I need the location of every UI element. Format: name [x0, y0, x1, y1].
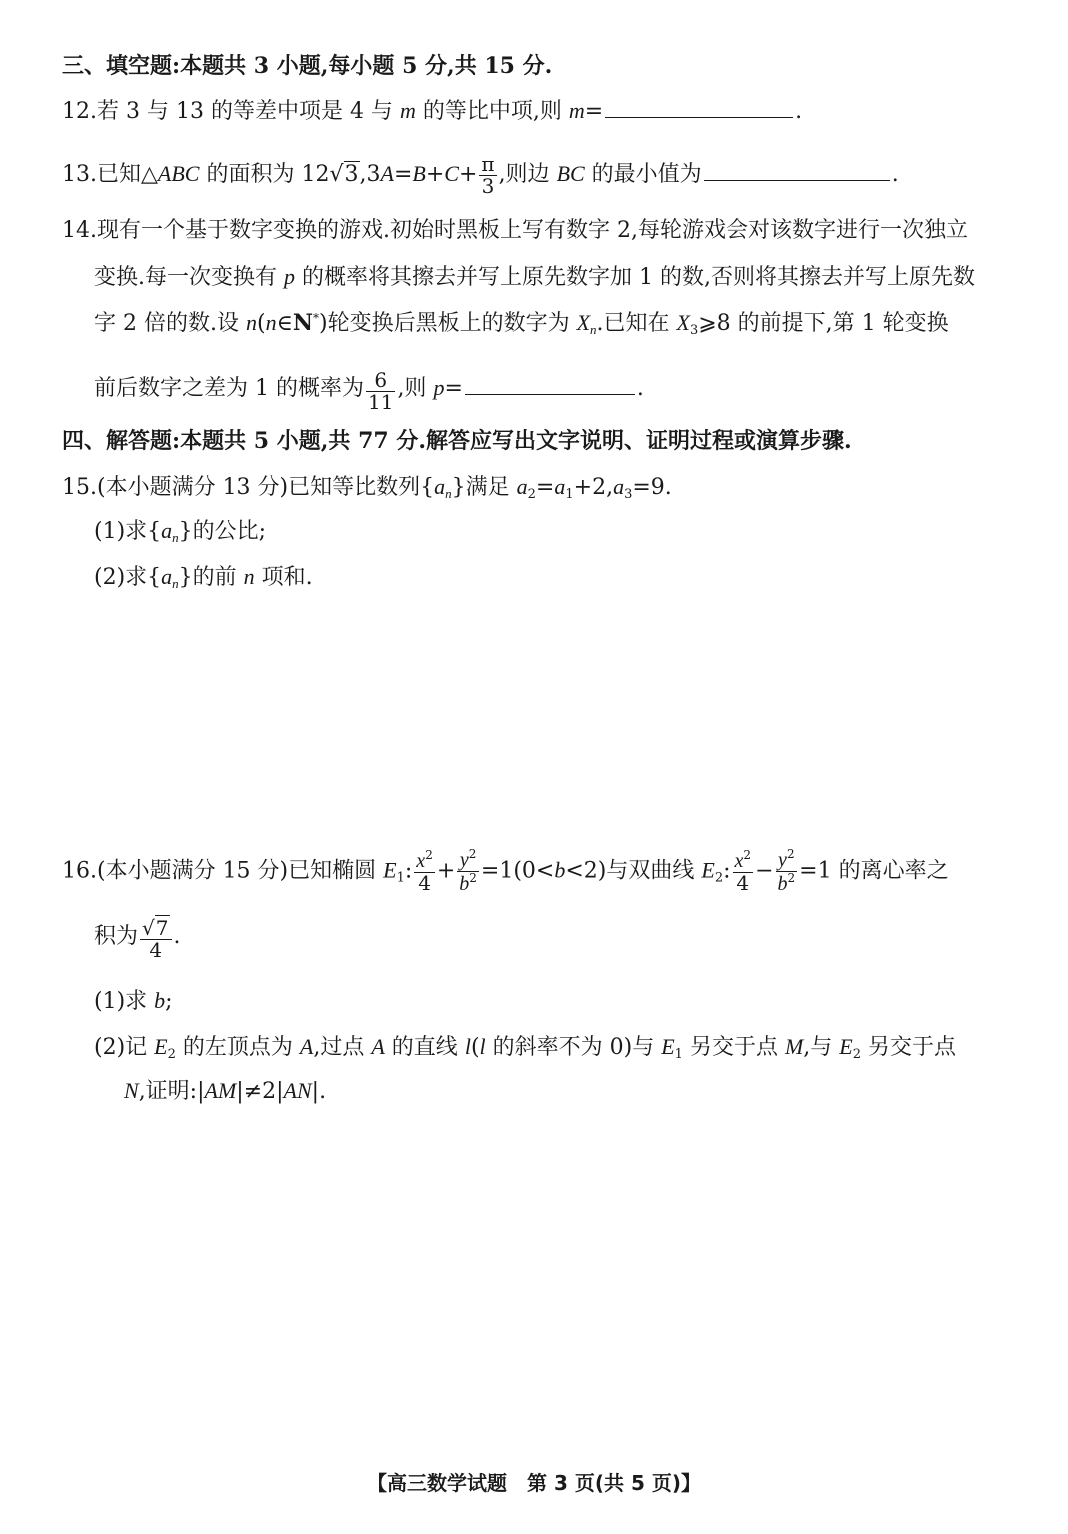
- section-3-heading: 三、填空题:本题共 3 小题,每小题 5 分,共 15 分.: [62, 53, 553, 79]
- sqrt-3: √3: [329, 162, 359, 187]
- answer-blank-14: [465, 393, 635, 395]
- section-4-heading: 四、解答题:本题共 5 小题,共 77 分.解答应写出文字说明、证明过程或演算步骤.: [62, 428, 852, 454]
- fraction-6-over-11: $\frac{6}{11}$: [367, 368, 394, 414]
- fraction-x2-over-4-hyperbola: $\frac{x^2}{4}$: [734, 848, 752, 895]
- question-14-line-4: 前后数字之差为 1 的概率为 $\frac{6}{11}$ ,则 p= .: [94, 368, 644, 414]
- question-14-line-1: 14.现有一个基于数字变换的游戏.初始时黑板上写有数字 2,每轮游戏会对该数字进行一次独立: [62, 218, 968, 243]
- question-14-line-3: 字 2 倍的数.设 n(n∈N*)轮变换后黑板上的数字为 $X_n$.已知在 $X_3⩾8$ 的前提下,第 1 轮变换: [94, 310, 949, 338]
- question-16-line-2: 积为 $\frac{√7}{4}$ .: [94, 916, 181, 962]
- question-12: 12.若 3 与 13 的等差中项是 4 与 m 的等比中项,则 m= .: [62, 98, 803, 124]
- fraction-y2-over-b2-hyperbola: $\frac{y^2}{b^2}$: [777, 847, 796, 895]
- fraction-sqrt7-over-4: $\frac{√7}{4}$: [140, 918, 171, 961]
- question-16-part-1: (1)求 b;: [94, 988, 173, 1014]
- question-15-part-1: (1)求$\{a_n\}$的公比;: [94, 518, 267, 545]
- fraction-x2-over-4: $\frac{x^2}{4}$: [416, 848, 433, 895]
- question-14-line-2: 变换.每一次变换有 p 的概率将其擦去并写上原先数字加 1 的数,否则将其擦去并写上原先数: [94, 264, 975, 290]
- fraction-y2-over-b2: $\frac{y^2}{b^2}$: [459, 847, 477, 895]
- question-15-part-2: (2)求$\{a_n\}$的前 n 项和.: [94, 564, 313, 591]
- fraction-pi-over-3: $\frac{\pi}{3}$: [481, 152, 495, 198]
- answer-blank-13: [704, 179, 890, 181]
- question-15: 15.(本小题满分 13 分)已知等比数列$\{a_n\}$满足 $a_2=a_1+2,a_3=9$.: [62, 474, 672, 502]
- question-16-part-2-line-2: N,证明:|AM|≠2|AN|.: [124, 1078, 327, 1104]
- question-16-part-2-line-1: (2)记 $E_2$ 的左顶点为 A,过点 A 的直线 l(l 的斜率不为 0)与 $E_1$ 另交于点 M,与 $E_2$ 另交于点: [94, 1034, 957, 1062]
- answer-blank-12: [605, 116, 793, 118]
- page-footer: 【高三数学试题 第 3 页(共 5 页)】: [367, 1471, 701, 1495]
- question-13: 13.已知△ABC 的面积为 12√3,3A=B+C+ $\frac{\pi}{3}$ ,则边 BC 的最小值为 .: [62, 152, 899, 198]
- question-16-line-1: 16.(本小题满分 15 分)已知椭圆 $E_1$: $\frac{x^2}{4}$ + $\frac{y^2}{b^2}$ =1(0<b<2)与双曲线 $E_2$: $\frac{x^2}{4}$ − $\frac{y^2}{b^2}$ =1 的离心率之: [62, 847, 949, 895]
